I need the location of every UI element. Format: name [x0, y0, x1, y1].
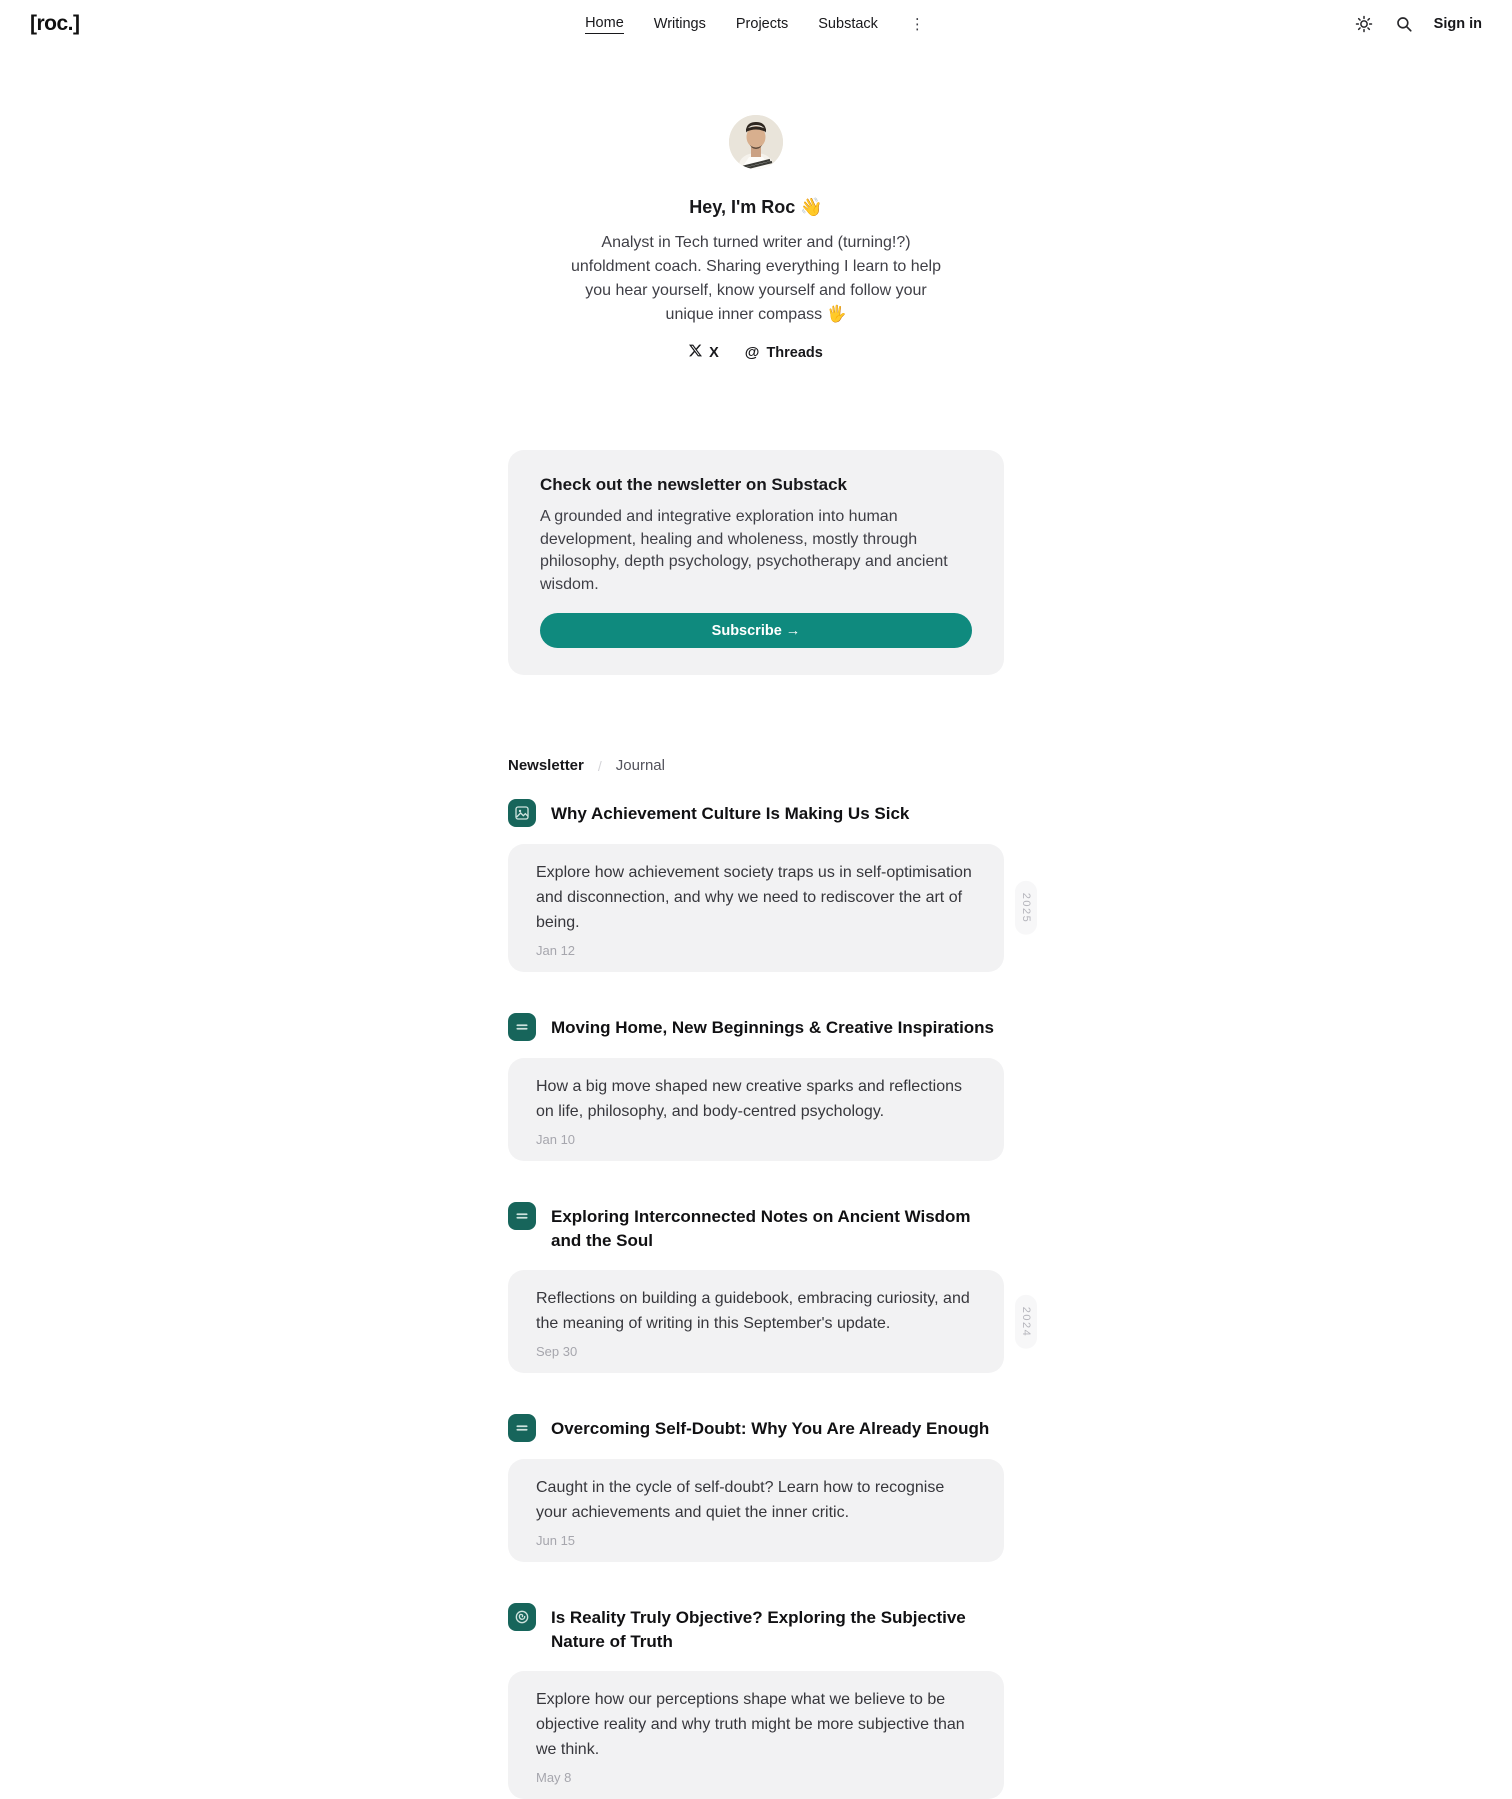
tab-newsletter[interactable]: Newsletter — [508, 757, 584, 774]
theme-toggle-sun-icon[interactable] — [1354, 14, 1374, 34]
newsletter-title: Check out the newsletter on Substack — [540, 475, 848, 494]
post-list — [508, 802, 1032, 1799]
post-description: How a big move shaped new creative sparks and reflections on life, philosophy, and body-centred psychology. — [536, 1078, 962, 1120]
post-lines-icon — [508, 1202, 536, 1230]
post-date: Jan 10 — [536, 1132, 576, 1147]
post-summary-card[interactable] — [508, 1671, 1004, 1799]
more-menu-icon[interactable]: ⋮ — [909, 15, 925, 33]
nav-item-substack[interactable]: Substack — [818, 16, 878, 32]
post-summary-card[interactable] — [508, 1459, 1004, 1562]
post-image-icon — [508, 799, 536, 827]
social-links — [508, 344, 1004, 361]
sign-in-button[interactable]: Sign in — [1433, 16, 1482, 32]
post-spiral-icon — [508, 1603, 536, 1631]
post-item — [508, 1205, 1032, 1373]
year-marker-2025: 2025 — [1015, 881, 1037, 935]
post-description: Caught in the cycle of self-doubt? Learn how to recognise your achievements and quiet the inner critic. — [536, 1479, 945, 1521]
post-item — [508, 1417, 1004, 1562]
post-description: Reflections on building a guidebook, embracing curiosity, and the meaning of writing in this September's update. — [536, 1290, 970, 1332]
post-lines-icon — [508, 1414, 536, 1442]
profile-section — [508, 115, 1004, 361]
post-description: Explore how achievement society traps us in self-optimisation and disconnection, and why we need to rediscover the art of being. — [536, 864, 972, 931]
social-link-threads[interactable] — [745, 345, 823, 361]
post-title: Why Achievement Culture Is Making Us Sick — [551, 804, 910, 823]
post-summary-card[interactable] — [508, 1270, 1032, 1373]
site-logo[interactable]: [roc.] — [30, 12, 80, 35]
post-title: Moving Home, New Beginnings & Creative Inspirations — [551, 1018, 995, 1037]
post-title-row[interactable] — [508, 1417, 1004, 1442]
post-item — [508, 1016, 1004, 1161]
avatar — [729, 115, 783, 169]
post-date: Sep 30 — [536, 1344, 578, 1359]
threads-logo-icon: @ — [744, 344, 760, 361]
tab-separator: / — [597, 757, 602, 774]
post-title: Is Reality Truly Objective? Exploring the Subjective Nature of Truth — [551, 1608, 966, 1651]
post-date: May 8 — [536, 1770, 572, 1785]
nav-item-home[interactable]: Home — [585, 15, 624, 34]
newsletter-description: A grounded and integrative exploration into human development, healing and wholeness, mostly through philosophy, depth psychology, psychotherapy and ancient wisdom. — [540, 508, 948, 593]
post-summary-card[interactable] — [508, 1058, 1004, 1161]
main-nav — [0, 0, 1512, 48]
post-item — [508, 802, 1032, 972]
content-tabs — [508, 757, 1004, 774]
post-lines-icon — [508, 1013, 536, 1041]
search-icon[interactable] — [1394, 14, 1414, 34]
main-content — [508, 115, 1032, 1799]
year-marker-2024: 2024 — [1015, 1294, 1037, 1348]
newsletter-promo-card — [508, 450, 1004, 675]
post-date: Jan 12 — [536, 943, 576, 958]
tab-journal[interactable]: Journal — [615, 757, 665, 774]
post-item — [508, 1606, 1004, 1799]
post-title-row[interactable] — [508, 802, 1004, 827]
post-title-row[interactable] — [508, 1016, 1004, 1041]
subscribe-button[interactable]: Subscribe → — [540, 613, 972, 648]
social-link-x[interactable] — [689, 344, 719, 361]
top-navigation-bar — [0, 0, 1512, 48]
nav-item-projects[interactable]: Projects — [735, 16, 789, 32]
post-summary-card[interactable] — [508, 844, 1032, 972]
post-title: Overcoming Self-Doubt: Why You Are Already Enough — [551, 1419, 990, 1438]
topbar-actions — [1354, 14, 1482, 34]
profile-greeting: Hey, I'm Roc 👋 — [689, 197, 823, 217]
post-title-row[interactable] — [508, 1606, 1004, 1654]
nav-item-writings[interactable]: Writings — [653, 16, 706, 32]
post-description: Explore how our perceptions shape what we believe to be objective reality and why truth might be more subjective than we think. — [536, 1691, 965, 1758]
social-link-label: Threads — [766, 344, 823, 361]
post-title-row[interactable] — [508, 1205, 1004, 1253]
social-link-label: X — [709, 344, 719, 361]
profile-bio: Analyst in Tech turned writer and (turning!?) unfoldment coach. Sharing everything I learn to help you hear yourself, know yourself and follow your unique inner compass 🖐 — [570, 234, 941, 323]
x-logo-icon — [689, 344, 702, 361]
post-date: Jun 15 — [536, 1533, 576, 1548]
post-title: Exploring Interconnected Notes on Ancient Wisdom and the Soul — [551, 1207, 971, 1250]
